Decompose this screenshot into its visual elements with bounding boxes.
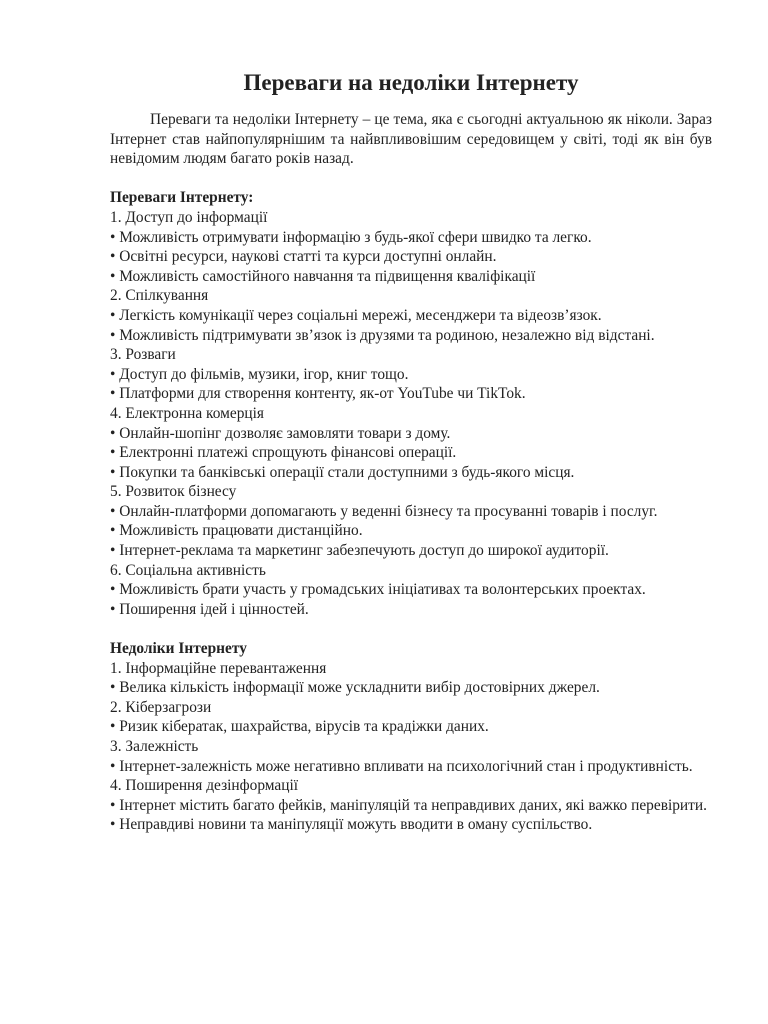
advantages-line: • Доступ до фільмів, музики, ігор, книг тощо. <box>110 365 409 383</box>
advantages-line: 4. Електронна комерція <box>110 404 264 422</box>
advantages-line: • Можливість працювати дистанційно. <box>110 522 363 540</box>
advantages-line: • Платформи для створення контенту, як-от YouTube чи TikTok. <box>110 385 526 403</box>
advantages-line: • Можливість підтримувати зв’язок із друзями та родиною, незалежно від відстані. <box>110 326 655 344</box>
disadvantages-line: • Ризик кібератак, шахрайства, вірусів та крадіжки даних. <box>110 718 489 736</box>
disadvantages-line: 1. Інформаційне перевантаження <box>110 659 327 677</box>
advantages-heading: Переваги Інтернету: <box>110 189 254 207</box>
disadvantages-line: 2. Кіберзагрози <box>110 698 212 716</box>
advantages-line: • Поширення ідей і цінностей. <box>110 600 309 618</box>
advantages-line: • Можливість самостійного навчання та підвищення кваліфікації <box>110 267 536 285</box>
advantages-line: • Онлайн-шопінг дозволяє замовляти товари з дому. <box>110 424 451 442</box>
document-title: Переваги на недоліки Інтернету <box>243 70 579 95</box>
disadvantages-line: • Неправдиві новини та маніпуляції можуть вводити в оману суспільство. <box>110 816 593 834</box>
advantages-line: 3. Розваги <box>110 346 176 364</box>
advantages-line: • Покупки та банківські операції стали доступними з будь-якого місця. <box>110 463 575 481</box>
disadvantages-line: 3. Залежність <box>110 738 199 755</box>
advantages-section <box>110 188 712 619</box>
advantages-line: 1. Доступ до інформації <box>110 208 268 226</box>
document-page <box>110 68 712 835</box>
intro-paragraph: Переваги та недоліки Інтернету – це тема, яка є сьогодні актуальною як ніколи. Зараз Інтернет став найпопулярнішим та найвпливовішим середовищем у світі, тоді як він був невідомим людям багато років назад. <box>110 111 712 168</box>
advantages-line: • Можливість отримувати інформацію з будь-якої сфери швидко та легко. <box>110 228 592 246</box>
disadvantages-line: • Інтернет містить багато фейків, маніпуляцій та неправдивих даних, які важко перевірити. <box>110 796 707 814</box>
disadvantages-section <box>110 639 712 835</box>
advantages-line: • Легкість комунікації через соціальні мережі, месенджери та відеозв’язок. <box>110 306 602 324</box>
advantages-line: 2. Спілкування <box>110 287 209 305</box>
advantages-line: • Можливість брати участь у громадських ініціативах та волонтерських проектах. <box>110 581 646 599</box>
advantages-line: 6. Соціальна активність <box>110 561 266 579</box>
advantages-line: 5. Розвиток бізнесу <box>110 483 237 501</box>
disadvantages-line: • Велика кількість інформації може ускладнити вибір достовірних джерел. <box>110 679 600 697</box>
advantages-line: • Освітні ресурси, наукові статті та курси доступні онлайн. <box>110 248 497 266</box>
disadvantages-line: • Інтернет-залежність може негативно впливати на психологічний стан і продуктивність. <box>110 757 693 775</box>
disadvantages-line: 4. Поширення дезінформації <box>110 777 299 795</box>
advantages-line: • Електронні платежі спрощують фінансові операції. <box>110 444 457 462</box>
advantages-line: • Інтернет-реклама та маркетинг забезпечують доступ до широкої аудиторії. <box>110 542 609 560</box>
disadvantages-heading: Недоліки Інтернету <box>110 640 247 658</box>
advantages-line: • Онлайн-платформи допомагають у веденні бізнесу та просуванні товарів і послуг. <box>110 502 658 520</box>
